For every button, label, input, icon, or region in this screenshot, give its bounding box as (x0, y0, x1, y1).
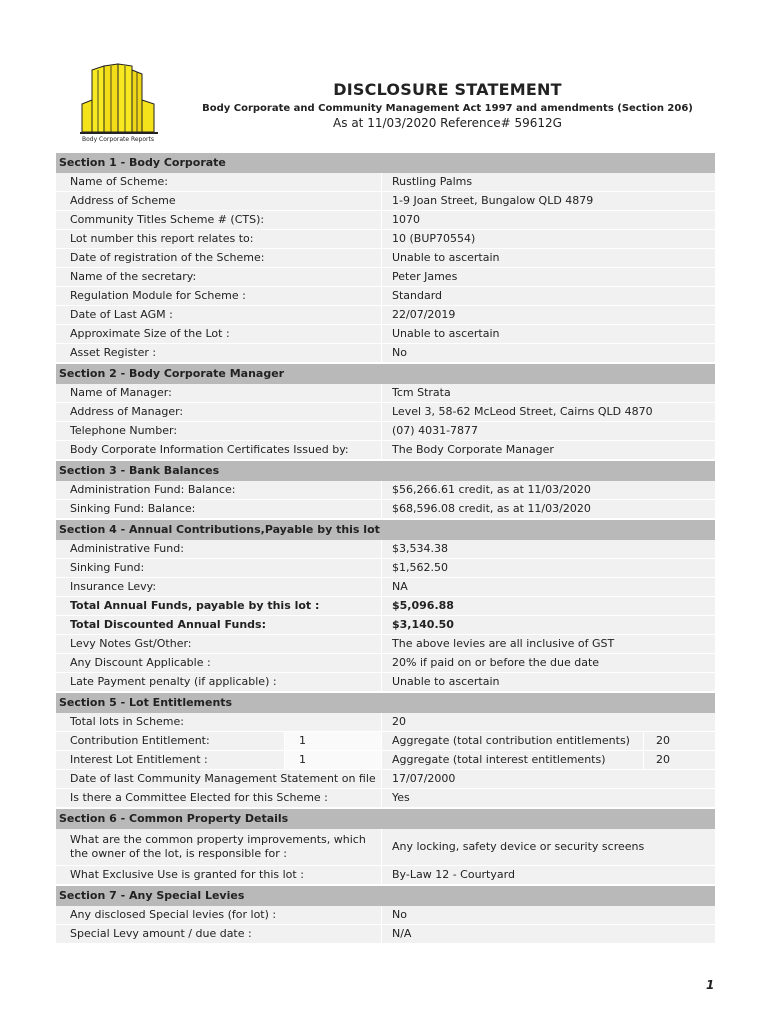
table-row (56, 654, 715, 673)
table-row (56, 925, 715, 944)
table-row (56, 751, 715, 770)
row-value: Rustling Palms (382, 173, 715, 191)
table-row (56, 481, 715, 500)
row-label: Community Titles Scheme # (CTS): (56, 211, 382, 229)
row-value: $56,266.61 credit, as at 11/03/2020 (382, 481, 715, 499)
row-label: Lot number this report relates to: (56, 230, 382, 248)
row-label: Is there a Committee Elected for this Scheme : (56, 789, 382, 807)
document-title: DISCLOSURE STATEMENT (333, 80, 562, 99)
table-row (56, 597, 715, 616)
row-value: $1,562.50 (382, 559, 715, 577)
row-label: Sinking Fund: Balance: (56, 500, 382, 518)
row-value: (07) 4031-7877 (382, 422, 715, 440)
row-label: Total lots in Scheme: (56, 713, 382, 731)
row-value: $68,596.08 credit, as at 11/03/2020 (382, 500, 715, 518)
section-header: Section 2 - Body Corporate Manager (56, 364, 715, 384)
row-value: Unable to ascertain (382, 249, 715, 267)
section-header: Section 1 - Body Corporate (56, 153, 715, 173)
table-row (56, 306, 715, 325)
row-value: 22/07/2019 (382, 306, 715, 324)
row-label: What Exclusive Use is granted for this lot : (56, 866, 382, 884)
row-value: $3,140.50 (382, 616, 715, 634)
row-label: Late Payment penalty (if applicable) : (56, 673, 382, 691)
table-row (56, 540, 715, 559)
row-value: NA (382, 578, 715, 596)
table-row (56, 713, 715, 732)
table-row (56, 906, 715, 925)
row-label: Special Levy amount / due date : (56, 925, 382, 943)
row-label: Any disclosed Special levies (for lot) : (56, 906, 382, 924)
row-label: Telephone Number: (56, 422, 382, 440)
row-value: Yes (382, 789, 715, 807)
row-value: Unable to ascertain (382, 325, 715, 343)
row-value: Level 3, 58-62 McLeod Street, Cairns QLD 4870 (382, 403, 715, 421)
table-row (56, 578, 715, 597)
table-row (56, 287, 715, 306)
table-row (56, 230, 715, 249)
row-label: Insurance Levy: (56, 578, 382, 596)
row-value: N/A (382, 925, 715, 943)
row-value: No (382, 906, 715, 924)
row-label: Body Corporate Information Certificates Issued by: (56, 441, 382, 459)
table-row (56, 192, 715, 211)
table-row (56, 344, 715, 363)
row-value: Standard (382, 287, 715, 305)
table-row (56, 559, 715, 578)
row-label: Any Discount Applicable : (56, 654, 382, 672)
row-label: Administration Fund: Balance: (56, 481, 382, 499)
entitlement-value: 1 (285, 751, 382, 769)
table-row (56, 403, 715, 422)
document-header (170, 80, 725, 130)
row-label: Approximate Size of the Lot : (56, 325, 382, 343)
row-value: 20 (382, 713, 715, 731)
row-label: Levy Notes Gst/Other: (56, 635, 382, 653)
disclosure-table (56, 152, 715, 944)
row-value: 17/07/2000 (382, 770, 715, 788)
row-label: Date of Last AGM : (56, 306, 382, 324)
section-header: Section 6 - Common Property Details (56, 809, 715, 829)
row-label: Name of the secretary: (56, 268, 382, 286)
row-value: Aggregate (total interest entitlements) (382, 751, 644, 769)
table-row (56, 441, 715, 460)
table-row (56, 268, 715, 287)
table-row (56, 789, 715, 808)
row-value: 1070 (382, 211, 715, 229)
table-row (56, 770, 715, 789)
row-label: Administrative Fund: (56, 540, 382, 558)
section-header: Section 5 - Lot Entitlements (56, 693, 715, 713)
table-row (56, 384, 715, 403)
page-number: 1 (706, 978, 715, 992)
table-row (56, 673, 715, 692)
body-corporate-reports-logo (78, 60, 168, 144)
table-row (56, 325, 715, 344)
table-row (56, 635, 715, 654)
table-row (56, 866, 715, 885)
section-header: Section 7 - Any Special Levies (56, 886, 715, 906)
table-row (56, 829, 715, 866)
row-value: $5,096.88 (382, 597, 715, 615)
row-label: Date of last Community Management Statement on file (56, 770, 382, 788)
row-value: By-Law 12 - Courtyard (382, 866, 715, 884)
row-label: Name of Scheme: (56, 173, 382, 191)
row-label: What are the common property improvements, which the owner of the lot, is responsible for : (56, 829, 382, 865)
aggregate-value: 20 (644, 751, 715, 769)
row-value: Tcm Strata (382, 384, 715, 402)
row-value: Aggregate (total contribution entitlements) (382, 732, 644, 750)
row-value: 1-9 Joan Street, Bungalow QLD 4879 (382, 192, 715, 210)
table-row (56, 211, 715, 230)
section-header: Section 4 - Annual Contributions,Payable by this lot (56, 520, 715, 540)
row-value: The above levies are all inclusive of GST (382, 635, 715, 653)
table-row (56, 732, 715, 751)
row-value: Unable to ascertain (382, 673, 715, 691)
entitlement-value: 1 (285, 732, 382, 750)
table-row (56, 173, 715, 192)
row-label: Total Discounted Annual Funds: (56, 616, 382, 634)
row-value: No (382, 344, 715, 362)
as-at-reference: As at 11/03/2020 Reference# 59612G (333, 116, 562, 130)
row-label: Name of Manager: (56, 384, 382, 402)
row-value: The Body Corporate Manager (382, 441, 715, 459)
row-label: Regulation Module for Scheme : (56, 287, 382, 305)
row-value: 10 (BUP70554) (382, 230, 715, 248)
section-header: Section 3 - Bank Balances (56, 461, 715, 481)
row-label: Address of Manager: (56, 403, 382, 421)
svg-text:Body Corporate Reports: Body Corporate Reports (82, 136, 154, 143)
table-row (56, 422, 715, 441)
row-label: Date of registration of the Scheme: (56, 249, 382, 267)
table-row (56, 249, 715, 268)
row-label: Interest Lot Entitlement : (56, 751, 285, 769)
row-value: Any locking, safety device or security screens (382, 829, 715, 865)
row-label: Address of Scheme (56, 192, 382, 210)
aggregate-value: 20 (644, 732, 715, 750)
document-subtitle: Body Corporate and Community Management Act 1997 and amendments (Section 206) (202, 103, 693, 114)
row-label: Asset Register : (56, 344, 382, 362)
row-value: Peter James (382, 268, 715, 286)
table-row (56, 500, 715, 519)
row-label: Contribution Entitlement: (56, 732, 285, 750)
row-label: Total Annual Funds, payable by this lot : (56, 597, 382, 615)
row-value: $3,534.38 (382, 540, 715, 558)
table-row (56, 616, 715, 635)
row-value: 20% if paid on or before the due date (382, 654, 715, 672)
row-label: Sinking Fund: (56, 559, 382, 577)
